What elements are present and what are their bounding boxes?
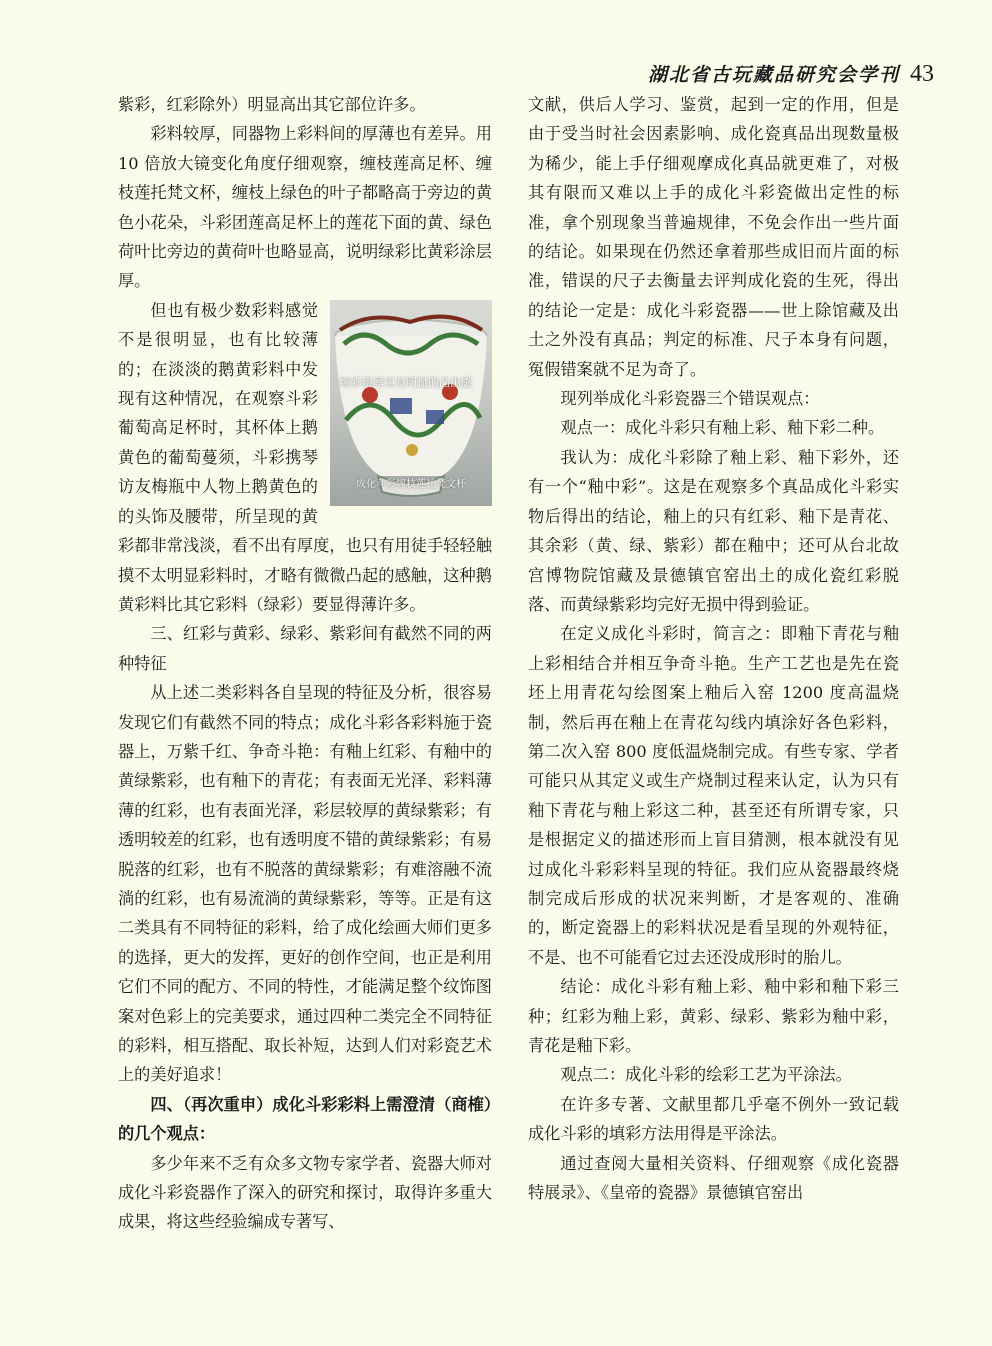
paragraph: 观点一：成化斗彩只有釉上彩、釉下彩二种。 bbox=[560, 418, 885, 438]
paragraph: 但也有极少数彩料感觉不是很明显，也有比较薄的；在淡淡的鹅黄彩料中发现有这种情况，在观察斗彩葡萄高足杯时，其杯体上鹅黄色的葡萄蔓须，斗彩携琴访友梅瓶中人物上鹅黄色的的头饰及腰带，所呈现的黄彩都非常浅淡，看不出有厚度，也只有用徒手轻轻触摸不太明显彩料时，才略有微微凸起的感触，这种鹅黄彩料比其它彩料（绿彩）要显得薄许多。 bbox=[118, 300, 492, 614]
journal-title: 湖北省古玩藏品研究会学刊 bbox=[647, 64, 900, 86]
paragraph: 通过查阅大量相关资料、仔细观察《成化瓷器特展录》、《皇帝的瓷器》景德镇官窑出 bbox=[528, 1153, 899, 1203]
paragraph: 多少年来不乏有众多文物专家学者、瓷器大师对成化斗彩瓷器作了深入的研究和探讨，取得许多重大成果，将这些经验编成专著写、 bbox=[118, 1153, 492, 1232]
page-header bbox=[648, 60, 934, 88]
paragraph: 我认为：成化斗彩除了釉上彩、釉下彩外，还有一个“釉中彩”。这是在观察多个真品成化斗彩实物后得出的结论，釉上的只有红彩、釉下是青花、其余彩（黄、绿、紫彩）都在釉中；还可从台北故宫博物院馆藏及景德镇官窑出土的成化瓷红彩脱落、而黄绿紫彩均完好无损中得到验证。 bbox=[528, 447, 899, 614]
right-column bbox=[528, 90, 899, 1207]
photo-caption: 成化斗彩缠枝莲托梵文杯 bbox=[356, 479, 466, 491]
paragraph: 从上述二类彩料各自呈现的特征及分析，很容易发现它们有截然不同的特点；成化斗彩各彩料施于瓷器上，万紫千红、争奇斗艳：有釉上红彩、有釉中的黄绿紫彩，也有釉下的青花；有表面无光泽、彩料薄薄的红彩，也有表面光泽，彩层较厚的黄绿紫彩；有透明较差的红彩，也有透明度不错的黄绿紫彩；有易脱落的红彩，也有不脱落的黄绿紫彩；有难溶融不流淌的红彩，也有易流淌的黄绿紫彩，等等。正是有这二类具有不同特征的彩料，给了成化绘画大师们更多的选择，更大的发挥，更好的创作空间，也正是利用它们不同的配方、不同的特性，才能满足整个纹饰图案对色彩上的完美要求，通过四种二类完全不同特征的彩料，相互搭配、取长补短，达到人们对彩瓷艺术上的美好追求！ bbox=[118, 683, 492, 1085]
paragraph: 文献，供后人学习、鉴赏，起到一定的作用，但是由于受当时社会因素影响、成化瓷真品出现数量极为稀少，能上手仔细观摩成化真品就更难了，对极其有限而又难以上手的成化斗彩瓷做出定性的标准，拿个别现象当普遍规律，不免会作出一些片面的结论。如果现在仍然还拿着那些成旧而片面的标准，错误的尺子去衡量去评判成化瓷的生死，得出的结论一定是：成化斗彩瓷器——世上除馆藏及出土之外没有真品；判定的标准、尺子本身有问题，冤假错案就不足为奇了。 bbox=[528, 95, 899, 379]
page-number: 43 bbox=[910, 61, 934, 87]
left-column bbox=[118, 90, 492, 1237]
paragraph: 在许多专著、文献里都几乎毫不例外一致记载成化斗彩的填彩方法用得是平涂法。 bbox=[528, 1094, 899, 1144]
paragraph: 观点二：成化斗彩的绘彩工艺为平涂法。 bbox=[560, 1065, 852, 1085]
paragraph: 在定义成化斗彩时，简言之：即釉下青花与釉上彩相结合并相互争奇斗艳。生产工艺也是先在瓷坯上用青花勾绘图案上釉后入窑 1200 度高温烧制，然后再在釉上在青花勾线内填涂好各色彩料，第二次入窑 800 度低温烧制完成。有些专家、学者可能只从其定义或生产烧制过程来认定，认为只有釉下青花与釉上彩这二种，甚至还有所谓专家，只是根据定义的描述形而上盲目猜测，根本就没有见过成化斗彩彩料呈现的特征。我们应从瓷器最终烧制完成后形成的状况来判断，才是客观的、准确的，断定瓷器上的彩料状况是看呈现的外观特征，不是、也不可能看它过去还没成形时的胎儿。 bbox=[528, 624, 899, 967]
paragraph: 现列举成化斗彩瓷器三个错误观点： bbox=[560, 389, 820, 409]
paragraph: 结论：成化斗彩有釉上彩、釉中彩和釉下彩三种；红彩为釉上彩，黄彩、绿彩、紫彩为釉中彩，青花是釉下彩。 bbox=[528, 977, 899, 1055]
paragraph: 紫彩，红彩除外）明显高出其它部位许多。 bbox=[118, 95, 426, 114]
paragraph: 彩料较厚，同器物上彩料间的厚薄也有差异。用 10 倍放大镜变化角度仔细观察，缠枝莲高足杯、缠枝莲托梵文杯，缠枝上绿色的叶子都略高于旁边的黄色小花朵，斗彩团莲高足杯上的莲花下面的黄、绿色荷叶比旁边的黄荷叶也略显高，说明绿彩比黄彩涂层厚。 bbox=[118, 124, 492, 291]
cup-photo bbox=[330, 300, 492, 506]
photo-annotation: 绿彩很厚实有明显的凸出感 bbox=[340, 375, 472, 389]
section-heading: 三、红彩与黄彩、绿彩、紫彩间有截然不同的两种特征 bbox=[118, 624, 492, 673]
section-heading: 四、（再次重申）成化斗彩彩料上需澄清（商榷）的几个观点： bbox=[118, 1094, 492, 1144]
